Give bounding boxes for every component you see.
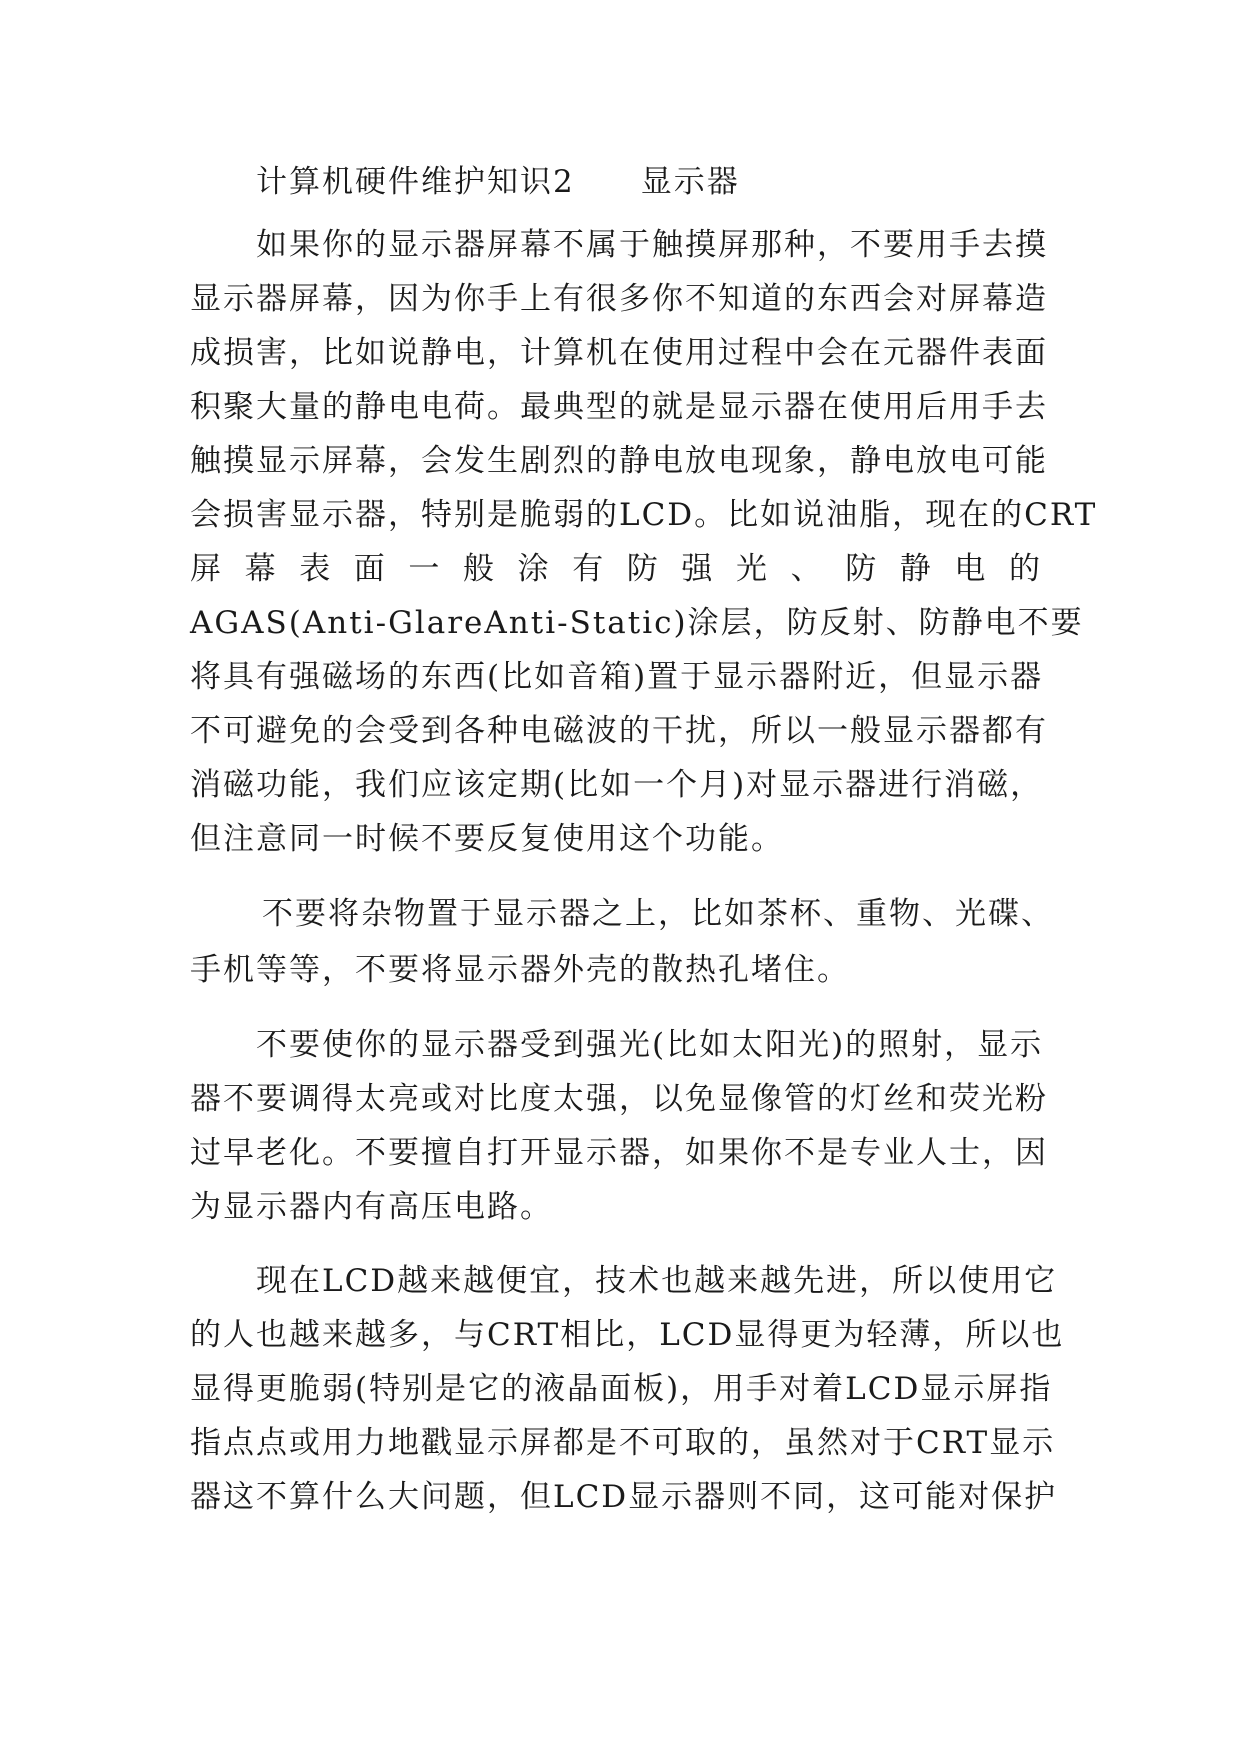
paragraph-line: 成损害，比如说静电，计算机在使用过程中会在元器件表面: [190, 335, 1048, 371]
paragraph-line: 指点点或用力地戳显示屏都是不可取的，虽然对于CRT显示: [190, 1425, 1056, 1461]
paragraph-line: 器这不算什么大问题，但LCD显示器则不同，这可能对保护: [190, 1479, 1058, 1515]
paragraph-line: 不要使你的显示器受到强光(比如太阳光)的照射，显示: [256, 1027, 1044, 1063]
paragraph-line: 会损害显示器，特别是脆弱的LCD。比如说油脂，现在的CRT: [190, 497, 1098, 533]
paragraph-line: 触摸显示屏幕，会发生剧烈的静电放电现象，静电放电可能: [190, 443, 1048, 479]
paragraph-line: 屏幕表面一般涂有防强光、防静电的: [190, 551, 1042, 587]
paragraph-line: 消磁功能，我们应该定期(比如一个月)对显示器进行消磁，: [190, 767, 1044, 803]
paragraph-line: 器不要调得太亮或对比度太强，以免显像管的灯丝和荧光粉: [190, 1081, 1048, 1117]
paragraph-line: 过早老化。不要擅自打开显示器，如果你不是专业人士，因: [190, 1135, 1048, 1171]
paragraph-line: 为显示器内有高压电路。: [190, 1189, 553, 1225]
paragraph-line: 将具有强磁场的东西(比如音箱)置于显示器附近，但显示器: [190, 659, 1044, 695]
paragraph-line: AGAS(Anti-GlareAnti-Static)涂层，防反射、防静电不要: [190, 605, 1084, 641]
paragraph-line: 的人也越来越多，与CRT相比，LCD显得更为轻薄，所以也: [190, 1317, 1065, 1353]
paragraph-line: 不要将杂物置于显示器之上，比如茶杯、重物、光碟、: [262, 896, 1054, 932]
paragraph-line: 显示器屏幕，因为你手上有很多你不知道的东西会对屏幕造: [190, 281, 1048, 317]
paragraph-line: 现在LCD越来越便宜，技术也越来越先进，所以使用它: [256, 1263, 1058, 1299]
paragraph-line: 显得更脆弱(特别是它的液晶面板)，用手对着LCD显示屏指: [190, 1371, 1053, 1407]
paragraph-line: 不可避免的会受到各种电磁波的干扰，所以一般显示器都有: [190, 713, 1048, 749]
paragraph-line: 如果你的显示器屏幕不属于触摸屏那种，不要用手去摸: [256, 227, 1048, 263]
paragraph-line: 积聚大量的静电电荷。最典型的就是显示器在使用后用手去: [190, 389, 1048, 425]
paragraph-line: 手机等等，不要将显示器外壳的散热孔堵住。: [190, 952, 850, 988]
document-title: 计算机硬件维护知识2 显示器: [256, 164, 740, 200]
paragraph-line: 但注意同一时候不要反复使用这个功能。: [190, 821, 784, 857]
